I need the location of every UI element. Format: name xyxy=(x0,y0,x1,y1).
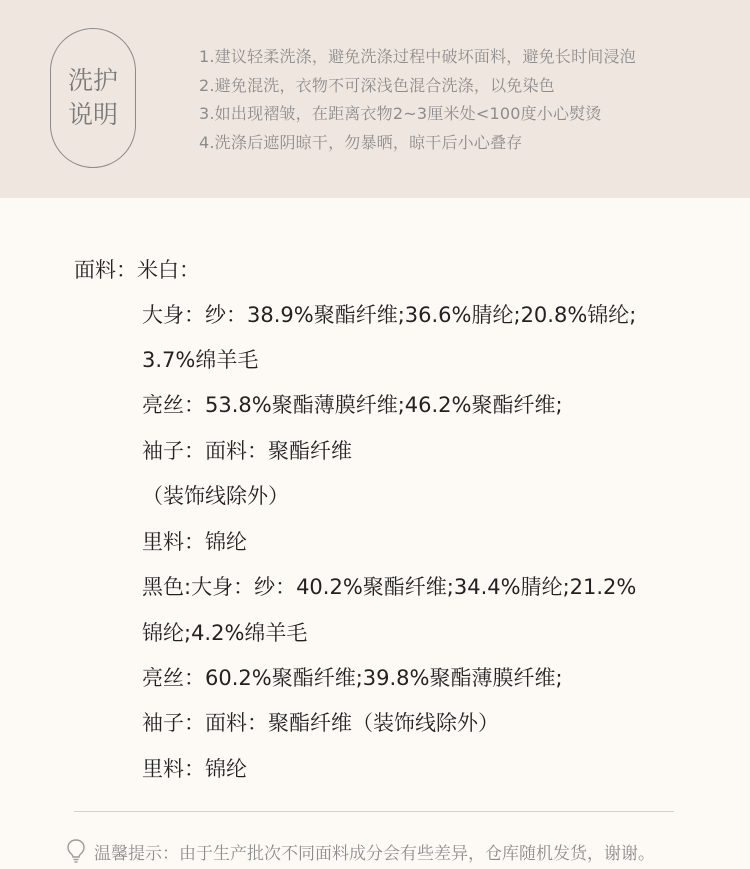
care-item: 1.建议轻柔洗涤，避免洗涤过程中破坏面料，避免长时间浸泡 xyxy=(199,47,636,66)
notice-text: 温馨提示：由于生产批次不同面料成分会有些差异，仓库随机发货，谢谢。 xyxy=(94,843,655,864)
care-badge-line2: 说明 xyxy=(67,100,118,129)
notice xyxy=(66,838,655,864)
fabric-line: 袖子：面料：聚酯纤维（装饰线除外） xyxy=(142,711,499,735)
fabric-line: 锦纶;4.2%绵羊毛 xyxy=(142,621,308,645)
fabric-line: 亮丝：60.2%聚酯纤维;39.8%聚酯薄膜纤维; xyxy=(142,666,563,690)
care-badge-line1: 洗护 xyxy=(67,66,118,95)
lightbulb-icon xyxy=(66,838,86,864)
care-instructions-badge xyxy=(50,28,136,168)
fabric-line: （装饰线除外） xyxy=(142,484,289,508)
care-item: 3.如出现褶皱，在距离衣物2~3厘米处<100度小心熨烫 xyxy=(199,104,602,123)
care-item: 2.避免混洗，衣物不可深浅色混合洗涤，以免染色 xyxy=(199,75,555,95)
fabric-line: 3.7%绵羊毛 xyxy=(142,348,259,372)
fabric-line: 大身：纱：38.9%聚酯纤维;36.6%腈纶;20.8%锦纶; xyxy=(142,303,637,327)
fabric-line: 里料：锦纶 xyxy=(142,757,247,781)
care-instructions-list xyxy=(199,43,636,157)
divider xyxy=(74,811,674,812)
care-item: 4.洗涤后遮阴晾干，勿暴晒，晾干后小心叠存 xyxy=(199,132,523,152)
fabric-line: 黑色:大身：纱：40.2%聚酯纤维;34.4%腈纶;21.2% xyxy=(142,575,637,599)
fabric-heading: 面料：米白： xyxy=(74,258,200,282)
fabric-line: 亮丝：53.8%聚酯薄膜纤维;46.2%聚酯纤维; xyxy=(142,393,563,417)
fabric-line: 里料：锦纶 xyxy=(142,530,247,554)
fabric-line: 袖子：面料：聚酯纤维 xyxy=(142,439,352,463)
care-instructions-banner xyxy=(0,0,750,198)
